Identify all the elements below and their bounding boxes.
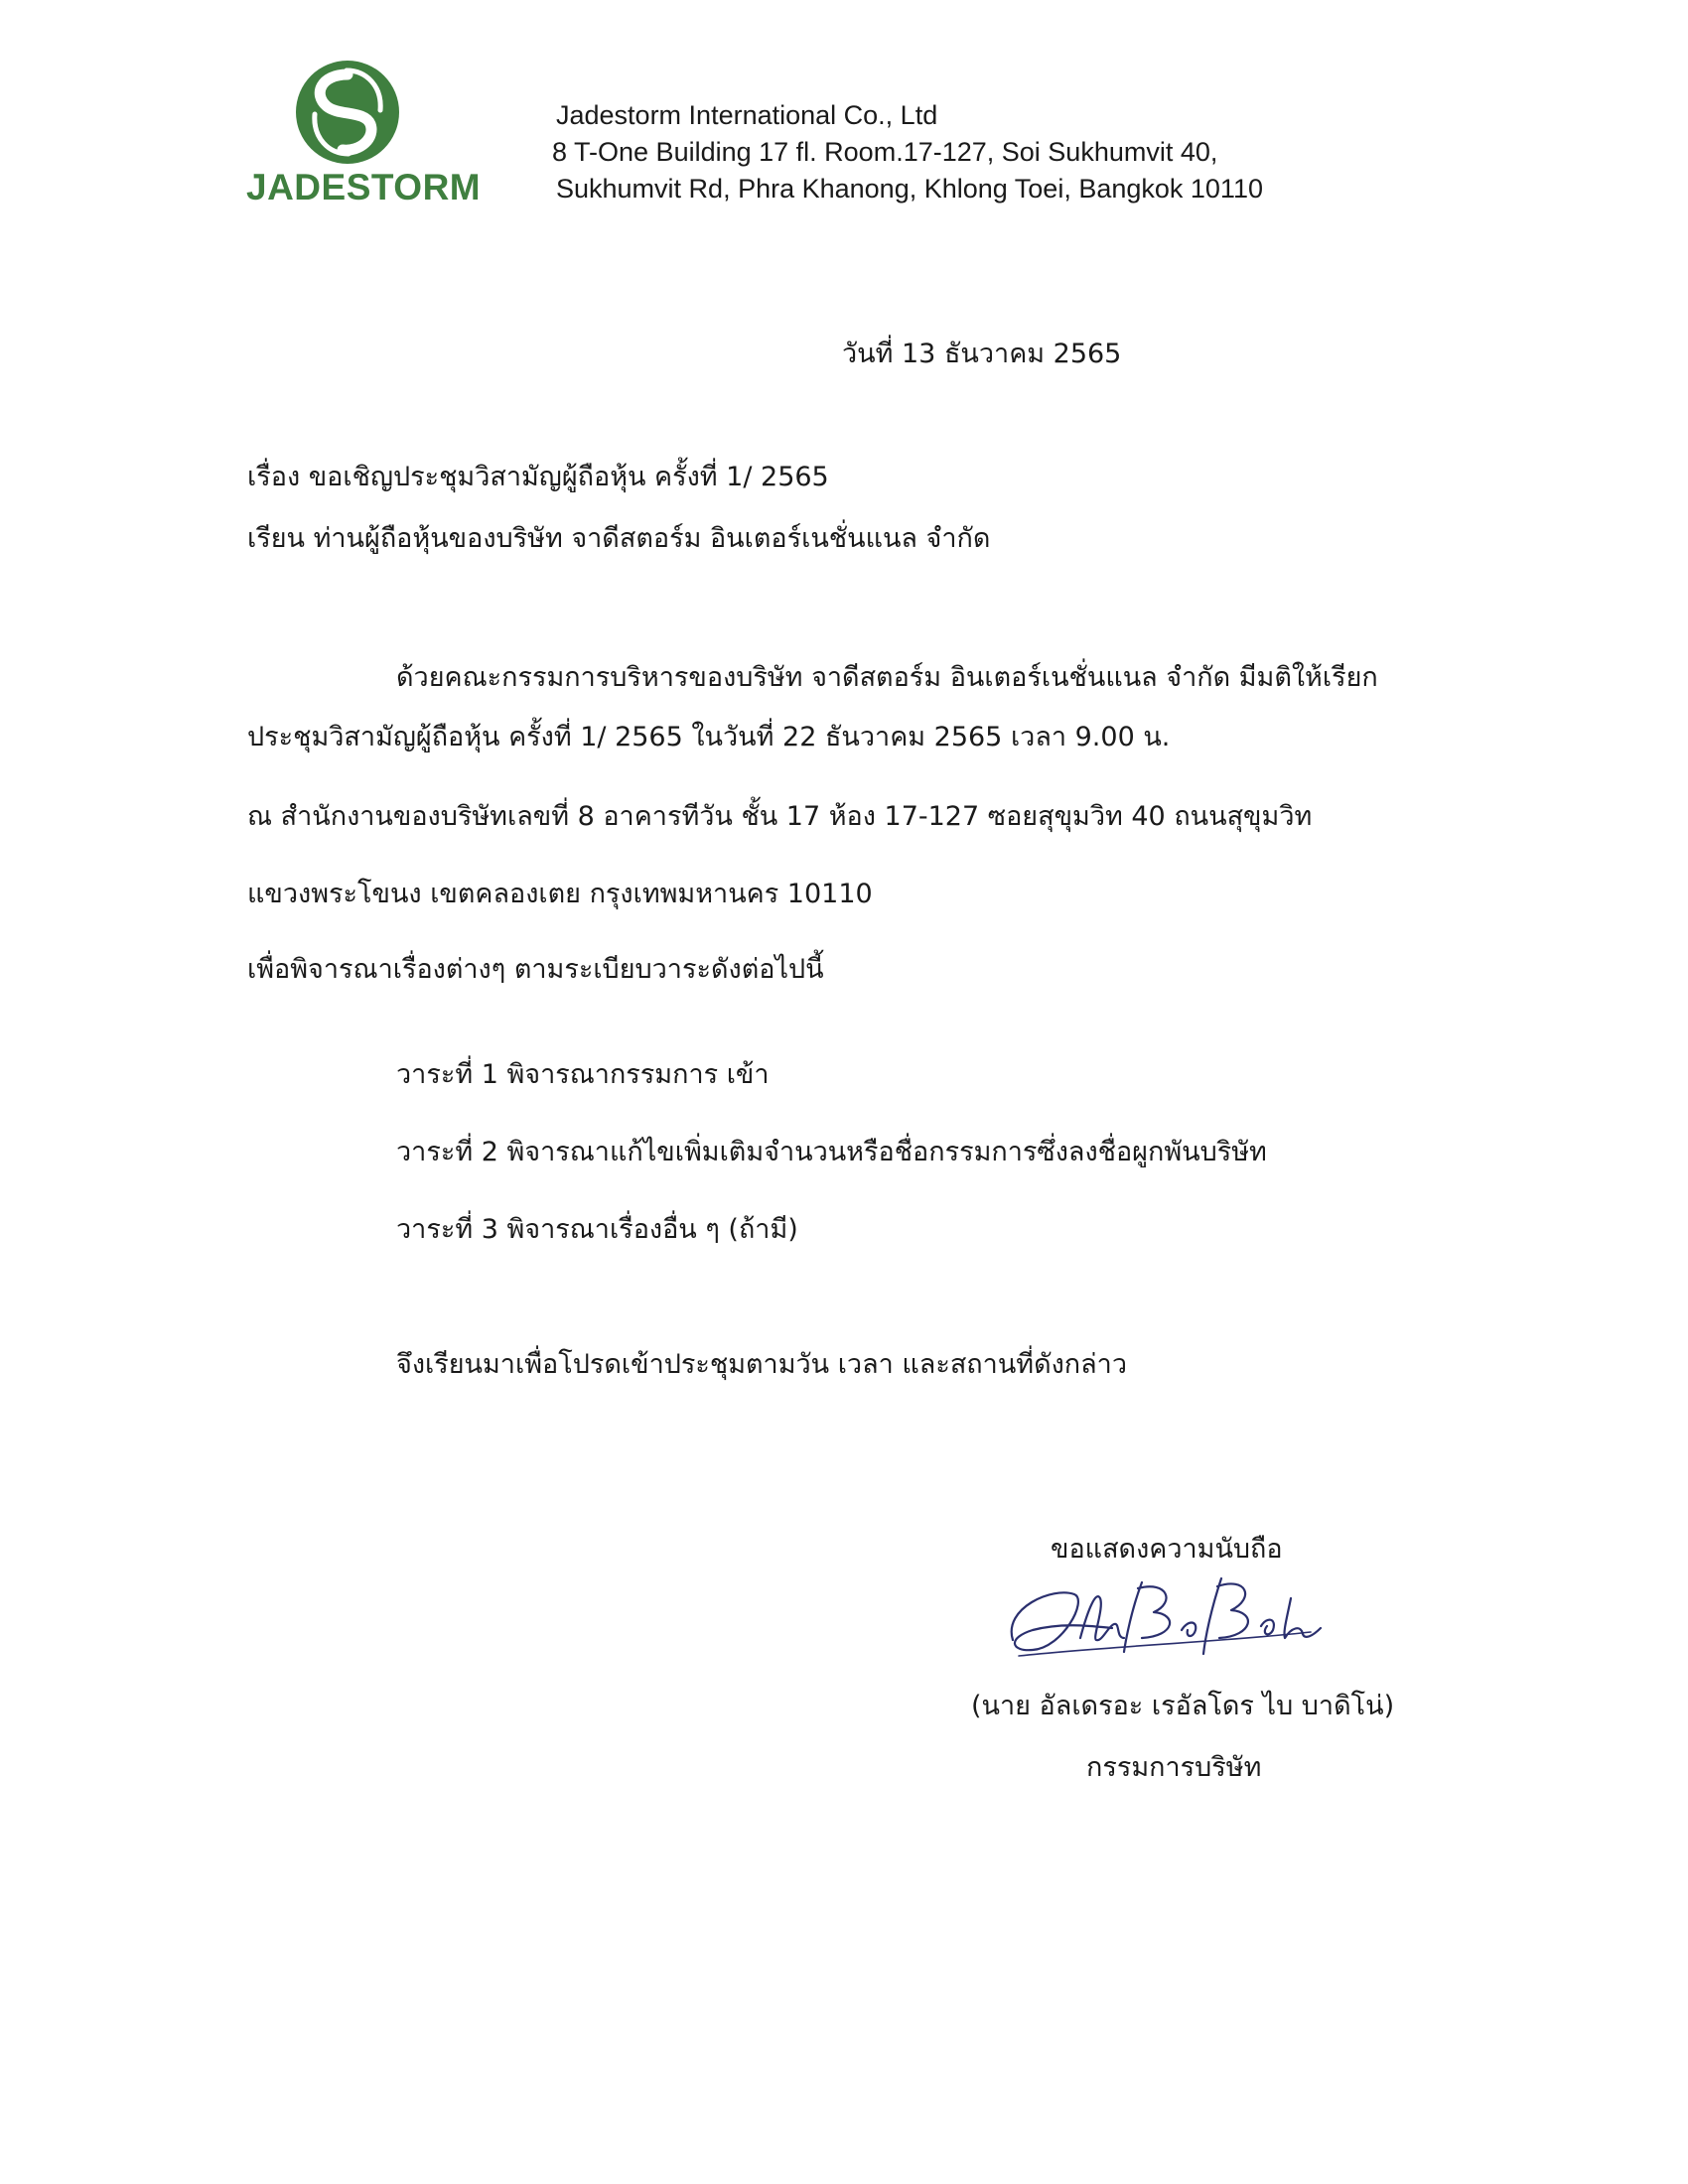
logo-wordmark: JADESTORM <box>246 167 482 207</box>
agenda-item-1: วาระที่ 1 พิจารณากรรมการ เข้า <box>396 1059 770 1090</box>
body-line-4: แขวงพระโขนง เขตคลองเตย กรุงเทพมหานคร 10110 <box>247 879 873 909</box>
closing-line: จึงเรียนมาเพื่อโปรดเข้าประชุมตามวัน เวลา และสถานที่ดังกล่าว <box>396 1349 1128 1380</box>
agenda-item-2: วาระที่ 2 พิจารณาแก้ไขเพิ่มเติมจำนวนหรือชื่อกรรมการซึ่งลงชื่อผูกพันบริษัท <box>396 1137 1267 1167</box>
letter-subject: เรื่อง ขอเชิญประชุมวิสามัญผู้ถือหุ้น ครั้งที่ 1/ 2565 <box>247 462 829 492</box>
signatory-title: กรรมการบริษัท <box>1086 1752 1262 1783</box>
handwritten-signature-icon <box>993 1569 1331 1678</box>
signatory-name: (นาย อัลเดรอะ เรอัลโดร ไบ บาดิโน่) <box>971 1691 1395 1721</box>
body-line-3: ณ สำนักงานของบริษัทเลขที่ 8 อาคารทีวัน ชั้น 17 ห้อง 17-127 ซอยสุขุมวิท 40 ถนนสุขุมวิท <box>247 801 1313 832</box>
letter-recipient: เรียน ท่านผู้ถือหุ้นของบริษัท จาดีสตอร์ม อินเตอร์เนชั่นแนล จำกัด <box>247 523 991 554</box>
body-line-5: เพื่อพิจารณาเรื่องต่างๆ ตามระเบียบวาระดังต่อไปนี้ <box>247 954 824 985</box>
company-address-line1: 8 T-One Building 17 fl. Room.17-127, Soi Sukhumvit 40, <box>552 137 1218 167</box>
body-line-1: ด้วยคณะกรรมการบริหารของบริษัท จาดีสตอร์ม อินเตอร์เนชั่นแนล จำกัด มีมติให้เรียก <box>396 662 1378 693</box>
signature-salutation: ขอแสดงความนับถือ <box>1051 1534 1283 1565</box>
letter-date: วันที่ 13 ธันวาคม 2565 <box>842 339 1122 369</box>
company-address-line2: Sukhumvit Rd, Phra Khanong, Khlong Toei, Bangkok 10110 <box>556 174 1263 204</box>
company-name: Jadestorm International Co., Ltd <box>556 100 938 130</box>
agenda-item-3: วาระที่ 3 พิจารณาเรื่องอื่น ๆ (ถ้ามี) <box>396 1214 798 1245</box>
body-line-2: ประชุมวิสามัญผู้ถือหุ้น ครั้งที่ 1/ 2565 ในวันที่ 22 ธันวาคม 2565 เวลา 9.00 น. <box>247 722 1171 752</box>
